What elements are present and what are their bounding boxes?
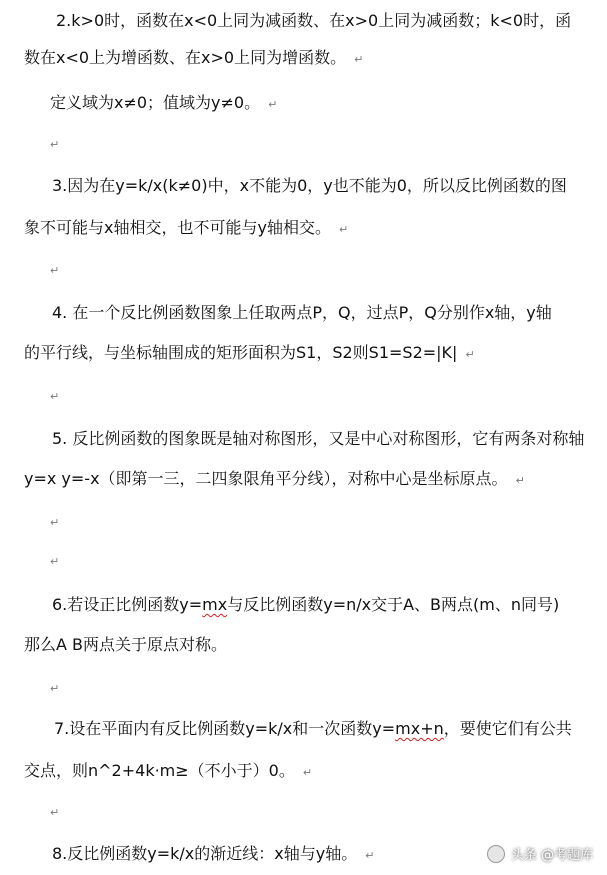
paragraph-mark-icon: ↵	[302, 766, 313, 779]
paragraph-5-line-2: y=x y=-x（即第一三，二四象限角平分线），对称中心是坐标原点。 ↵	[24, 469, 525, 488]
paragraph-mark-icon: ↵	[50, 555, 60, 568]
paragraph-6-line-2: 那么A B两点关于原点对称。	[24, 635, 228, 654]
watermark	[487, 844, 593, 863]
paragraph-mark-icon: ↵	[365, 849, 375, 862]
spellcheck-underline: mx	[202, 595, 228, 614]
paragraph-7-line-2: 交点，则n^2+4k·m≥（不小于）0。 ↵	[24, 761, 313, 780]
paragraph-mark-icon: ↵	[515, 474, 525, 487]
domain-range-line: 定义域为x≠0；值域为y≠0。 ↵	[50, 93, 278, 112]
paragraph-mark-icon: ↵	[50, 682, 60, 695]
paragraph-mark-icon: ↵	[50, 264, 60, 277]
watermark-logo-icon	[487, 845, 505, 863]
paragraph-8-line-1: 8.反比例函数y=k/x的渐近线：x轴与y轴。 ↵	[52, 844, 375, 863]
paragraph-3-line-1: 3.因为在y=k/x(k≠0)中，x不能为0，y也不能为0，所以反比例函数的图	[52, 176, 567, 195]
paragraph-mark-icon: ↵	[50, 516, 60, 529]
paragraph-6-line-1: 6.若设正比例函数y=mx与反比例函数y=n/x交于A、B两点(m、n同号)	[52, 595, 560, 614]
spellcheck-underline: mx+n	[395, 719, 444, 738]
paragraph-2-line-2: 数在x<0上为增函数、在x>0上同为增函数。 ↵	[24, 48, 364, 67]
paragraph-3-line-2: 象不可能与x轴相交，也不可能与y轴相交。 ↵	[24, 218, 349, 237]
paragraph-4-line-2: 的平行线，与坐标轴围成的矩形面积为S1，S2则S1=S2=|K| ↵	[24, 343, 475, 362]
paragraph-mark-icon: ↵	[338, 223, 349, 236]
paragraph-5-line-1: 5. 反比例函数的图象既是轴对称图形，又是中心对称图形，它有两条对称轴	[52, 429, 585, 448]
paragraph-2-line-1: 2.k>0时，函数在x<0上同为减函数、在x>0上同为减函数；k<0时，函	[56, 11, 572, 30]
paragraph-4-line-1: 4. 在一个反比例函数图象上任取两点P，Q，过点P，Q分别作x轴，y轴	[52, 303, 552, 322]
paragraph-mark-icon: ↵	[50, 806, 60, 819]
paragraph-7-line-1: 7.设在平面内有反比例函数y=k/x和一次函数y=mx+n，要使它们有公共	[54, 719, 572, 738]
paragraph-mark-icon: ↵	[268, 98, 278, 111]
paragraph-mark-icon: ↵	[50, 138, 60, 151]
paragraph-mark-icon: ↵	[465, 348, 475, 361]
watermark-text: 头条 @考题库	[510, 848, 593, 863]
paragraph-mark-icon: ↵	[354, 53, 364, 66]
paragraph-mark-icon: ↵	[50, 390, 60, 403]
